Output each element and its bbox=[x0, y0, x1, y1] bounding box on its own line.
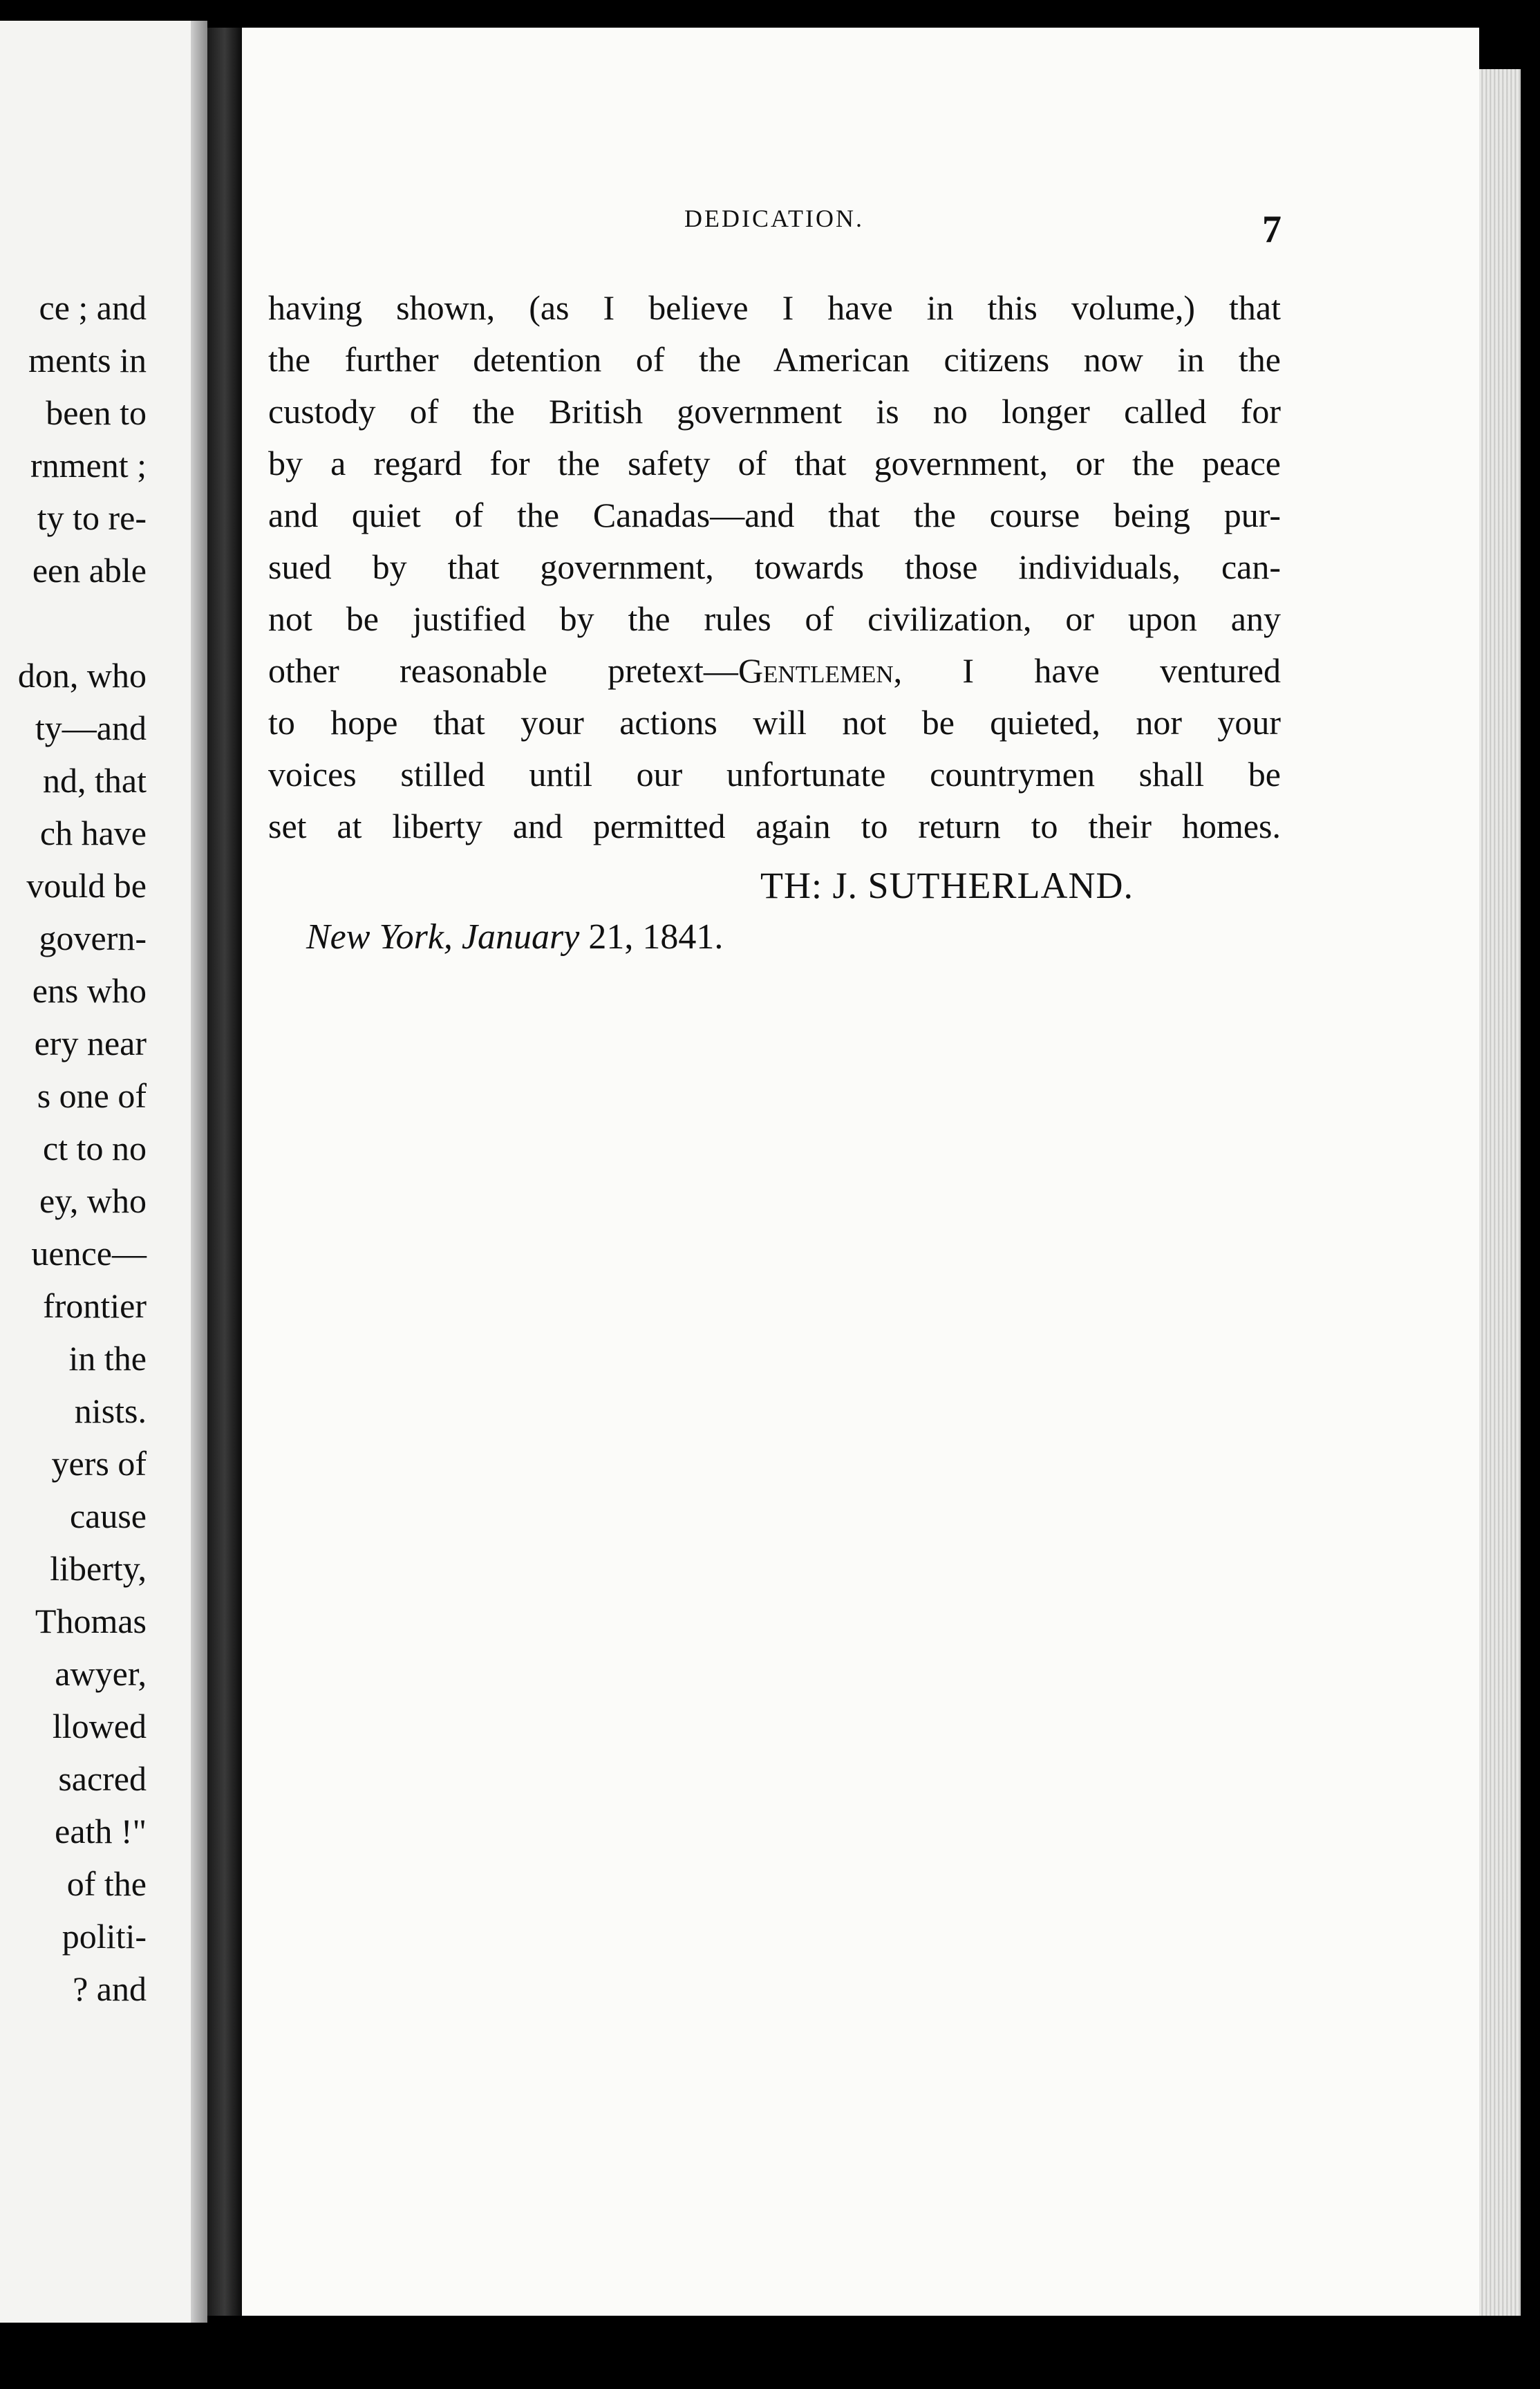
left-page-line: yers of bbox=[51, 1444, 147, 1483]
gentlemen-smallcaps: Gentlemen bbox=[738, 651, 894, 690]
left-page-line: s one of bbox=[37, 1076, 147, 1115]
left-page-line: ens who bbox=[32, 971, 147, 1010]
left-page-line: ? and bbox=[73, 1969, 147, 2008]
left-page-line: llowed bbox=[52, 1707, 147, 1745]
left-page-line: rnment ; bbox=[30, 446, 147, 485]
left-page-fragment bbox=[0, 21, 207, 2323]
left-page-line: awyer, bbox=[55, 1654, 147, 1693]
left-page-line: ments in bbox=[28, 341, 147, 380]
left-page-line: of the bbox=[66, 1864, 147, 1903]
body-line: sued by that government, towards those individuals, can- bbox=[268, 547, 1281, 586]
left-page-line: eath !" bbox=[55, 1812, 147, 1851]
body-line: set at liberty and permitted again to return to their homes. bbox=[268, 807, 1281, 845]
book-spine-shadow bbox=[207, 28, 242, 2316]
left-page-line: cause bbox=[69, 1497, 147, 1535]
dateline-date: 21, 1841. bbox=[588, 917, 724, 957]
left-page-line: politi- bbox=[62, 1917, 147, 1956]
left-page-line: nists. bbox=[74, 1392, 147, 1430]
page-number: 7 bbox=[1262, 208, 1281, 251]
dateline-month: January bbox=[461, 917, 580, 957]
left-page-line: een able bbox=[32, 551, 147, 590]
running-head: DEDICATION. bbox=[684, 205, 864, 232]
body-line: to hope that your actions will not be quieted, nor your bbox=[268, 703, 1281, 742]
left-page-line: vould be bbox=[26, 866, 147, 905]
left-page-line: ct to no bbox=[43, 1129, 147, 1168]
left-page-line: in the bbox=[68, 1339, 147, 1378]
left-page-line: ery near bbox=[34, 1024, 147, 1062]
left-page-line: uence— bbox=[31, 1234, 147, 1273]
left-page-line: don, who bbox=[17, 656, 147, 695]
left-page-line: nd, that bbox=[43, 761, 147, 800]
body-line: having shown, (as I believe I have in this volume,) that bbox=[268, 288, 1281, 327]
left-page-gutter-shadow bbox=[191, 21, 207, 2323]
body-line: custody of the British government is no longer called for bbox=[268, 392, 1281, 431]
body-text: other reasonable pretext— bbox=[268, 651, 738, 690]
body-line-gentlemen bbox=[268, 653, 1281, 688]
body-line: the further detention of the American citizens now in the bbox=[268, 340, 1281, 379]
body-line: and quiet of the Canadas—and that the course being pur- bbox=[268, 496, 1281, 534]
left-page-line: ty—and bbox=[35, 709, 147, 747]
left-page-line: ch have bbox=[39, 814, 147, 852]
body-line: by a regard for the safety of that government, or the peace bbox=[268, 444, 1281, 483]
body-line: voices stilled until our unfortunate countrymen shall be bbox=[268, 755, 1281, 794]
left-page-line: ey, who bbox=[39, 1181, 147, 1220]
page-edges bbox=[1479, 69, 1521, 2316]
dateline bbox=[306, 917, 723, 957]
body-text: , I have ventured bbox=[893, 651, 1281, 690]
dateline-place: New York, bbox=[306, 917, 453, 957]
signature: TH: J. SUTHERLAND. bbox=[760, 865, 1134, 906]
left-page-line: liberty, bbox=[50, 1549, 147, 1588]
left-page-line: Thomas bbox=[35, 1602, 147, 1640]
left-page-line: ce ; and bbox=[39, 288, 147, 327]
left-page-line: govern- bbox=[39, 919, 147, 957]
body-line: not be justified by the rules of civilization, or upon any bbox=[268, 599, 1281, 638]
left-page-line: frontier bbox=[43, 1286, 147, 1325]
left-page-line: ty to re- bbox=[37, 498, 147, 537]
left-page-line: sacred bbox=[58, 1759, 147, 1798]
left-page-line: been to bbox=[46, 393, 147, 432]
